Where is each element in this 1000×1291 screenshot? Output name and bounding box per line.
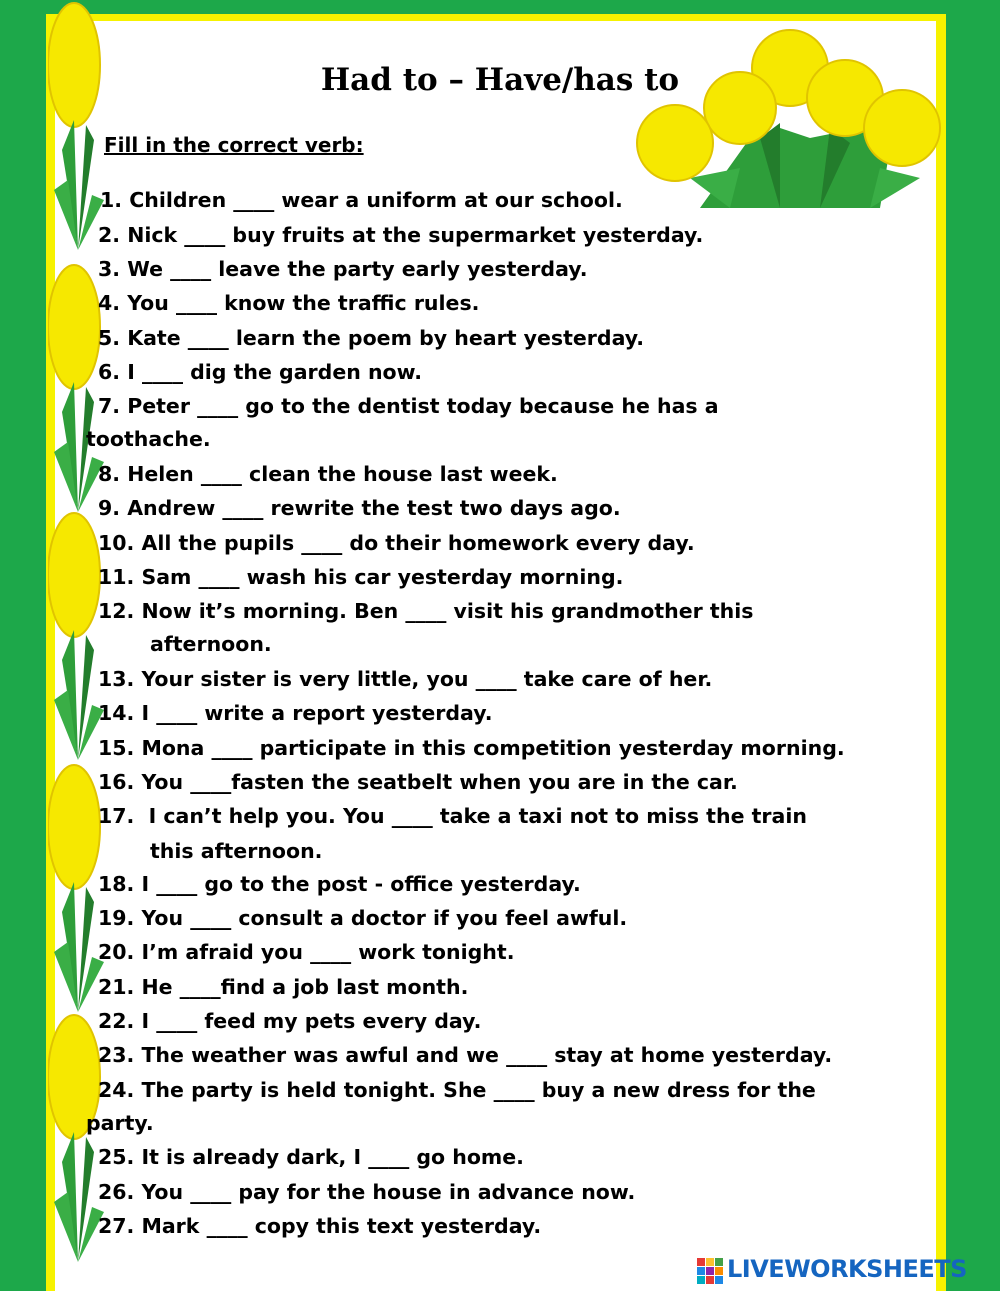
question-line: afternoon. bbox=[150, 632, 272, 656]
question-line: 22. I ____ feed my pets every day. bbox=[98, 1009, 482, 1033]
question-line: 3. We ____ leave the party early yesterday. bbox=[98, 257, 588, 281]
frame-top-border bbox=[0, 0, 1000, 14]
question-line: 12. Now it’s morning. Ben ____ visit his grandmother this bbox=[98, 599, 754, 623]
question-line: 2. Nick ____ buy fruits at the supermarket yesterday. bbox=[98, 223, 704, 247]
question-line: 27. Mark ____ copy this text yesterday. bbox=[98, 1214, 542, 1238]
question-line: 18. I ____ go to the post - office yesterday. bbox=[98, 872, 581, 896]
question-line: 11. Sam ____ wash his car yesterday morning. bbox=[98, 565, 624, 589]
question-line: 9. Andrew ____ rewrite the test two days ago. bbox=[98, 496, 621, 520]
question-line: 21. He ____find a job last month. bbox=[98, 975, 469, 999]
question-line: 10. All the pupils ____ do their homework every day. bbox=[98, 531, 695, 555]
question-line: 4. You ____ know the traffic rules. bbox=[98, 291, 480, 315]
liveworksheets-logo-text: LIVEWORKSHEETS bbox=[727, 1255, 967, 1283]
question-line: 7. Peter ____ go to the dentist today because he has a bbox=[98, 394, 719, 418]
question-line: 16. You ____fasten the seatbelt when you are in the car. bbox=[98, 770, 738, 794]
instruction: Fill in the correct verb: bbox=[104, 133, 364, 157]
question-line: 25. It is already dark, I ____ go home. bbox=[98, 1145, 524, 1169]
frame-left-border bbox=[0, 0, 46, 1291]
question-line: 8. Helen ____ clean the house last week. bbox=[98, 462, 558, 486]
question-line: 14. I ____ write a report yesterday. bbox=[98, 701, 493, 725]
dandelion-bouquet-icon bbox=[630, 28, 942, 210]
question-line: 19. You ____ consult a doctor if you feel awful. bbox=[98, 906, 628, 930]
frame-top-yellow-stripe bbox=[0, 14, 1000, 21]
liveworksheets-logo-icon bbox=[697, 1258, 723, 1284]
page-title: Had to – Have/has to bbox=[320, 62, 680, 98]
question-line: 26. You ____ pay for the house in advance now. bbox=[98, 1180, 636, 1204]
question-line: 13. Your sister is very little, you ____ take care of her. bbox=[98, 667, 713, 691]
question-line: toothache. bbox=[86, 427, 211, 451]
frame-right-border bbox=[946, 0, 1000, 1291]
question-line: 20. I’m afraid you ____ work tonight. bbox=[98, 940, 515, 964]
question-line: 17. I can’t help you. You ____ take a taxi not to miss the train bbox=[98, 804, 807, 828]
question-line: this afternoon. bbox=[150, 839, 323, 863]
question-line: party. bbox=[86, 1111, 154, 1135]
question-line: 5. Kate ____ learn the poem by heart yesterday. bbox=[98, 326, 645, 350]
question-line: 24. The party is held tonight. She ____ buy a new dress for the bbox=[98, 1078, 816, 1102]
question-line: 1. Children ____ wear a uniform at our school. bbox=[100, 188, 623, 212]
question-line: 6. I ____ dig the garden now. bbox=[98, 360, 423, 384]
question-line: 23. The weather was awful and we ____ stay at home yesterday. bbox=[98, 1043, 833, 1067]
question-line: 15. Mona ____ participate in this competition yesterday morning. bbox=[98, 736, 845, 760]
